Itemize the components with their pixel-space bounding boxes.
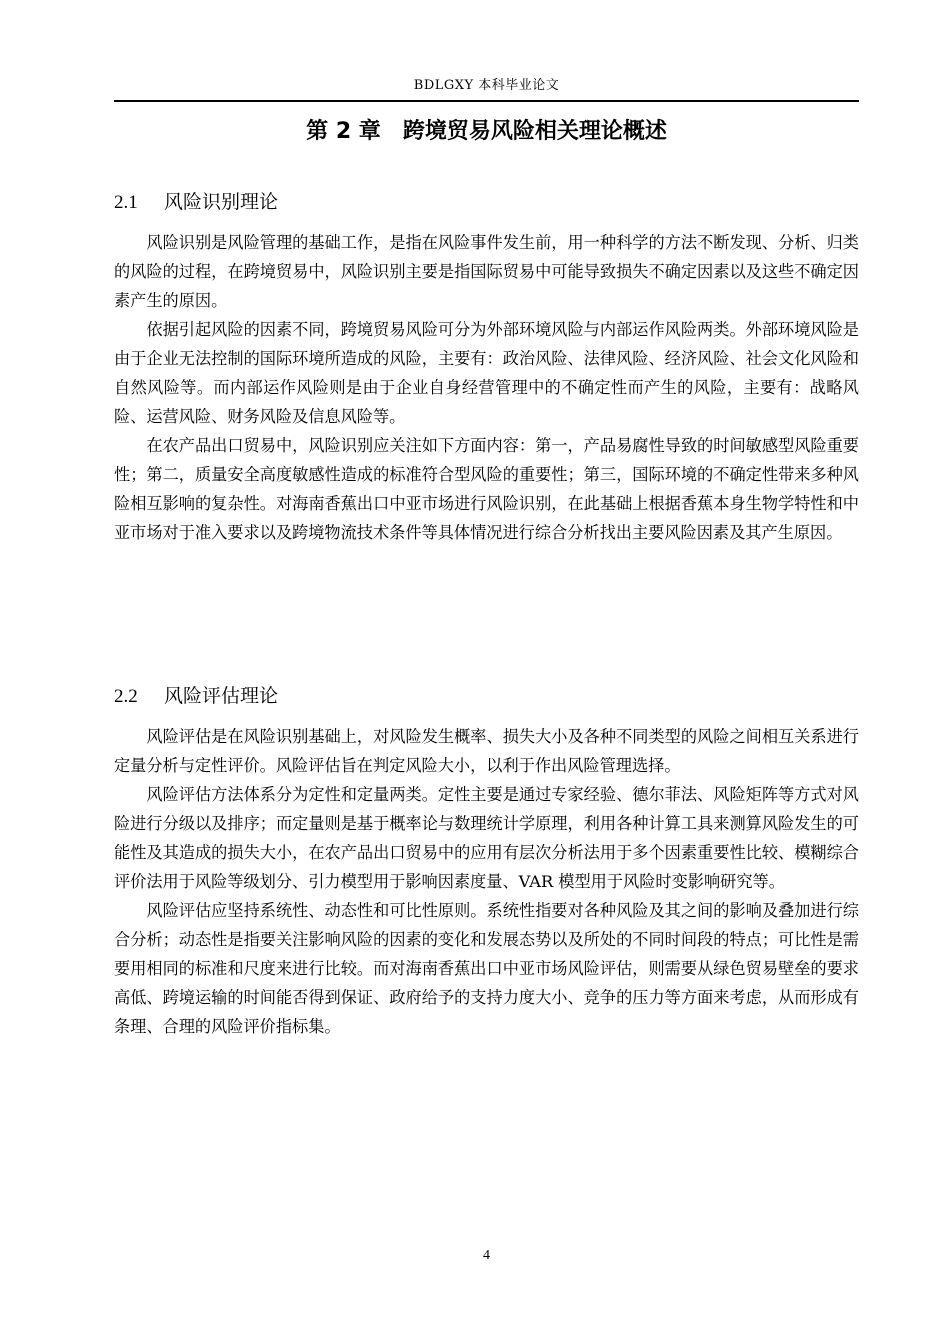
header-rule	[114, 100, 859, 102]
section-title: 风险评估理论	[164, 685, 279, 707]
section-number: 2.2	[114, 686, 138, 707]
section-heading-2-1	[114, 188, 859, 217]
section-title: 风险识别理论	[164, 191, 279, 213]
section-body-2-1	[114, 228, 859, 547]
page-number: 4	[483, 1248, 490, 1263]
paragraph: 风险评估是在风险识别基础上，对风险发生概率、损失大小及各种不同类型的风险之间相互关系进行定量分析与定性评价。风险评估旨在判定风险大小，以利于作出风险管理选择。	[114, 727, 859, 775]
chapter-title	[114, 116, 859, 148]
paragraph: 风险评估应坚持系统性、动态性和可比性原则。系统性指要对各种风险及其之间的影响及叠加进行综合分析；动态性是指要关注影响风险的因素的变化和发展态势以及所处的不同时间段的特点；可比性是需要用相同的标准和尺度来进行比较。而对海南香蕉出口中亚市场风险评估，则需要从绿色贸易壁垒的要求高低、跨境运输的时间能否得到保证、政府给予的支持力度大小、竞争的压力等方面来考虑，从而形成有条理、合理的风险评价指标集。	[114, 901, 859, 1036]
section-heading-2-2	[114, 682, 859, 711]
paragraph: 风险识别是风险管理的基础工作，是指在风险事件发生前，用一种科学的方法不断发现、分析、归类的风险的过程，在跨境贸易中，风险识别主要是指国际贸易中可能导致损失不确定因素以及这些不确定因素产生的原因。	[114, 233, 859, 310]
chapter-number: 第 2 章	[306, 119, 381, 144]
section-number: 2.1	[114, 192, 138, 213]
paragraph: 在农产品出口贸易中，风险识别应关注如下方面内容：第一，产品易腐性导致的时间敏感型风险重要性；第二，质量安全高度敏感性造成的标准符合型风险的重要性；第三，国际环境的不确定性带来多种风险相互影响的复杂性。对海南香蕉出口中亚市场进行风险识别，在此基础上根据香蕉本身生物学特性和中亚市场对于准入要求以及跨境物流技术条件等具体情况进行综合分析找出主要风险因素及其产生原因。	[114, 436, 859, 542]
running-header: BDLGXY 本科毕业论文	[413, 78, 560, 93]
paragraph: 依据引起风险的因素不同，跨境贸易风险可分为外部环境风险与内部运作风险两类。外部环境风险是由于企业无法控制的国际环境所造成的风险，主要有：政治风险、法律风险、经济风险、社会文化风险和自然风险等。而内部运作风险则是由于企业自身经营管理中的不确定性而产生的风险，主要有：战略风险、运营风险、财务风险及信息风险等。	[114, 320, 859, 426]
paragraph: 风险评估方法体系分为定性和定量两类。定性主要是通过专家经验、德尔菲法、风险矩阵等方式对风险进行分级以及排序；而定量则是基于概率论与数理统计学原理，利用各种计算工具来测算风险发生的可能性及其造成的损失大小，在农产品出口贸易中的应用有层次分析法用于多个因素重要性比较、模糊综合评价法用于风险等级划分、引力模型用于影响因素度量、VAR 模型用于风险时变影响研究等。	[114, 785, 859, 891]
chapter-title-text: 跨境贸易风险相关理论概述	[402, 119, 667, 144]
section-body-2-2	[114, 722, 859, 1041]
